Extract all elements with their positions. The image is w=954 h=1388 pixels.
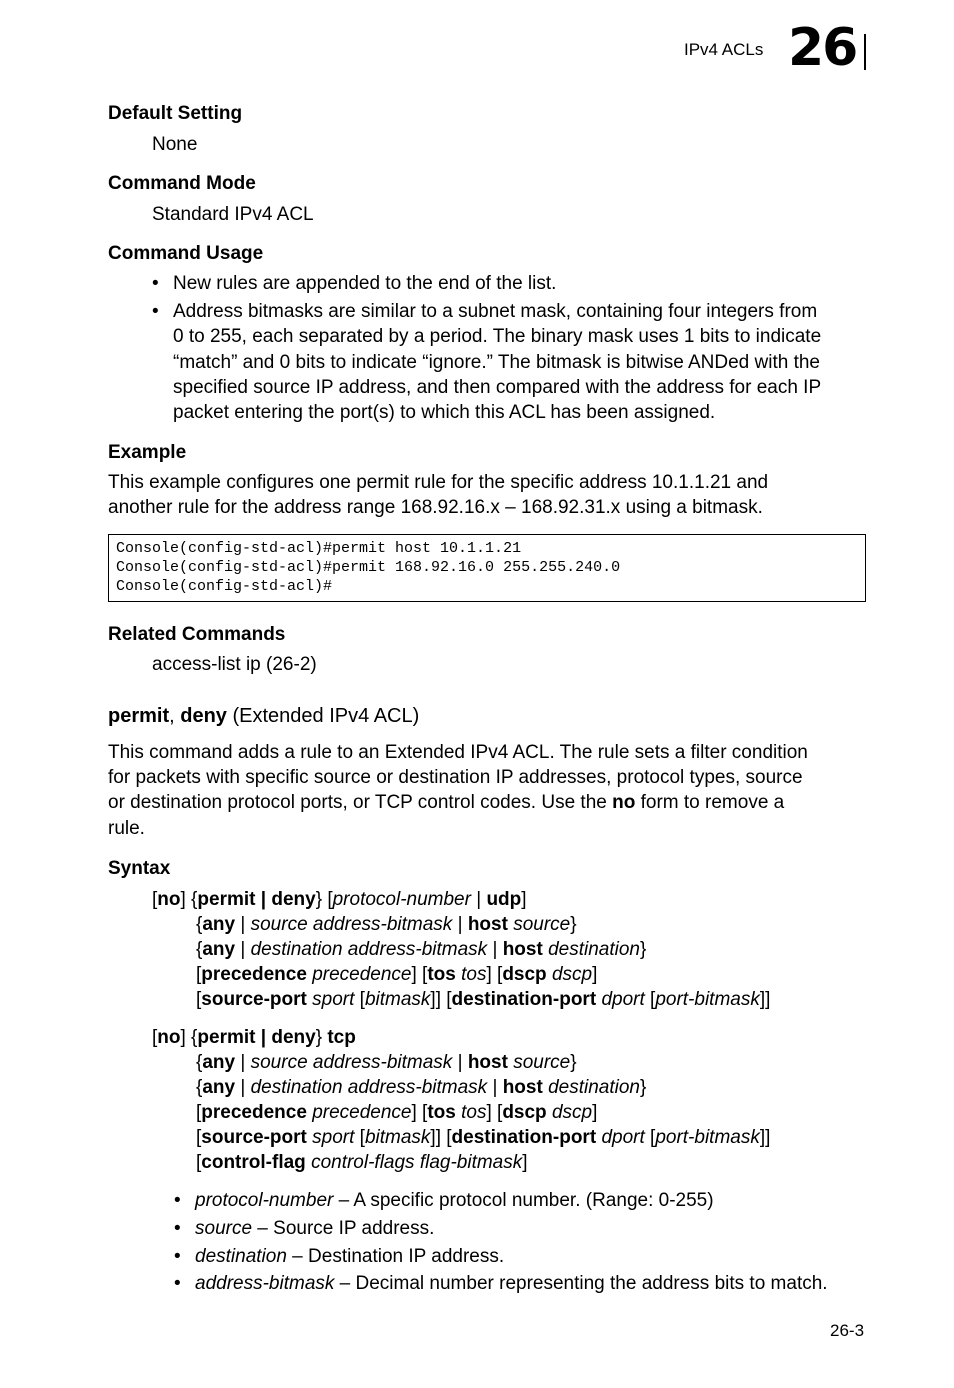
header-divider	[864, 34, 866, 70]
syntax-tcp-form: [no] {permit | deny} tcp {any | source address-bitmask | host source} {any | destination address-bitmask | host destination} [precedence precedence] [tos tos] [dscp dscp] [source-port sport [bitmask]] [destination-port dport [port-bitmask]] [control-flag control-flags flag-bitmask]	[152, 1027, 771, 1173]
code-line: Console(config-std-acl)#permit 168.92.16.0 255.255.240.0	[116, 559, 621, 577]
bullet-icon: •	[174, 1273, 181, 1295]
code-line: Console(config-std-acl)#permit host 10.1.1.21	[116, 540, 522, 557]
list-item: • protocol-number – A specific protocol number. (Range: 0-255)	[174, 1188, 874, 1213]
command-usage-heading: Command Usage	[108, 243, 264, 264]
parameter-list	[174, 1188, 874, 1297]
list-item: • address-bitmask – Decimal number representing the address bits to match.	[174, 1271, 874, 1296]
related-command-link[interactable]: access-list ip (26-2)	[152, 654, 317, 675]
code-example-box	[108, 534, 866, 602]
chapter-number: 26	[788, 18, 857, 78]
example-description: This example configures one permit rule for the specific address 10.1.1.21 and another rule for the address range 168.92.16.x – 168.92.31.x using a bitmask.	[108, 472, 769, 519]
default-setting-value: None	[152, 134, 198, 155]
running-header-title: IPv4 ACLs	[684, 40, 764, 59]
default-setting-heading: Default Setting	[108, 103, 243, 124]
command-mode-heading: Command Mode	[108, 173, 256, 194]
section-description: This command adds a rule to an Extended IPv4 ACL. The rule sets a filter condition for packets with specific source or destination IP addresses, protocol types, source or destination protocol ports, or TCP control codes. Use the no form to remove a rule.	[108, 742, 808, 839]
list-item: • destination – Destination IP address.	[174, 1244, 874, 1269]
page-number: 26-3	[830, 1321, 865, 1340]
command-mode-value: Standard IPv4 ACL	[152, 204, 314, 225]
bullet-icon: •	[174, 1217, 181, 1239]
bullet-icon: •	[152, 301, 159, 323]
section-title: permit, deny (Extended IPv4 ACL)	[108, 705, 420, 727]
list-item: • New rules are appended to the end of the list.	[152, 271, 872, 296]
list-item: • Address bitmasks are similar to a subnet mask, containing four integers from 0 to 255, each separated by a period. The binary mask uses 1 bits to indicate “match” and 0 bits to indicate “ignore.” The bitmask is bitwise ANDed with the specified source IP address, and then compared with the address for each IP packet entering the port(s) to which this ACL has been assigned.	[152, 301, 822, 424]
example-heading: Example	[108, 442, 187, 463]
related-commands-heading: Related Commands	[108, 624, 286, 645]
bullet-icon: •	[174, 1190, 181, 1211]
bullet-icon: •	[174, 1245, 181, 1267]
list-item: • source – Source IP address.	[174, 1216, 874, 1241]
code-line: Console(config-std-acl)#	[116, 578, 333, 596]
syntax-heading: Syntax	[108, 858, 171, 879]
command-usage-list	[152, 271, 872, 425]
bullet-icon: •	[152, 273, 159, 294]
syntax-udp-form: [no] {permit | deny} [protocol-number | udp] {any | source address-bitmask | host source} {any | destination address-bitmask | host destination} [precedence precedence] [tos tos] [dscp dscp] [source-port sport [bitmask]] [destination-port dport [port-bitmask]]	[152, 889, 771, 1010]
